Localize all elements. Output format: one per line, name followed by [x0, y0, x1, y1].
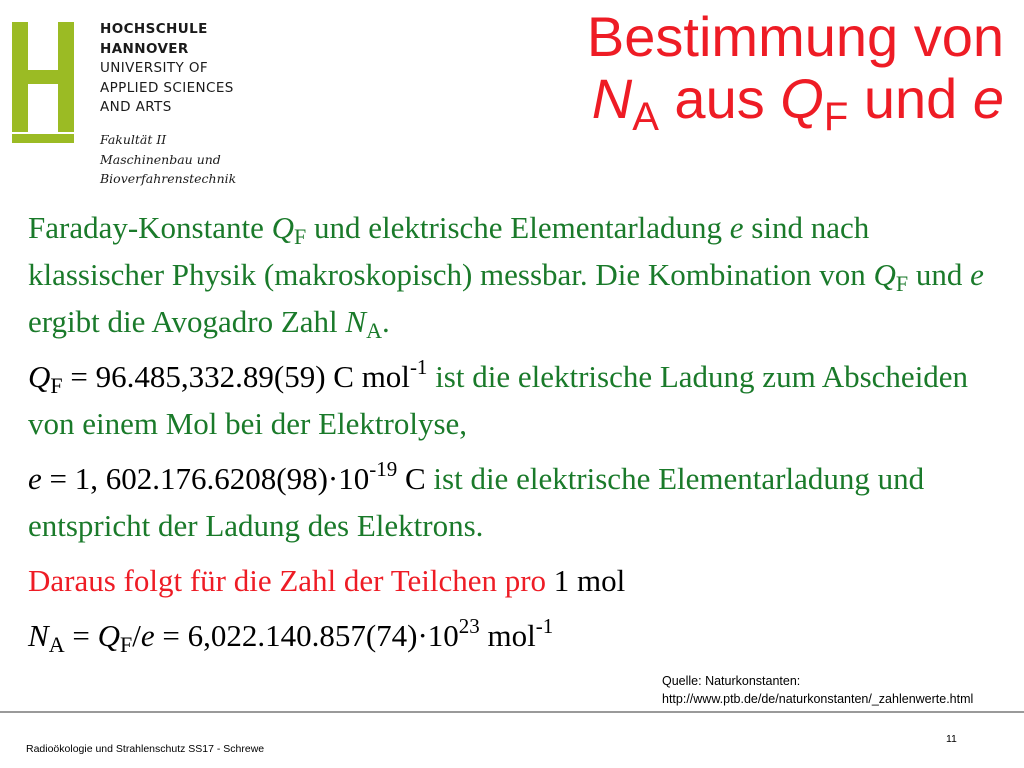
- footer-course-title: Radioökologie und Strahlenschutz SS17 - Schrewe: [26, 743, 265, 755]
- subscript-f: F: [895, 271, 909, 296]
- symbol-e: e: [140, 618, 155, 653]
- symbol-q: Q: [271, 210, 295, 245]
- intro-text: sind nach klassischer Physik (makroskopisch) messbar. Die Kombination von: [28, 210, 874, 292]
- title-symbol-q: Q: [780, 67, 824, 130]
- institution-line: AND ARTS: [100, 99, 172, 115]
- faculty-line: Maschinenbau und: [100, 151, 221, 167]
- slide-title: [504, 5, 1004, 139]
- logo-bar-middle: [12, 70, 74, 84]
- symbol-q: Q: [97, 618, 120, 653]
- conclusion-text: Daraus folgt für die Zahl der Teilchen pro: [28, 563, 554, 598]
- faraday-description: ist die elektrische Ladung zum Abscheiden von einem Mol bei der Elektrolyse,: [28, 359, 969, 441]
- page-number: 11: [946, 733, 957, 745]
- paragraph-conclusion: [28, 557, 998, 604]
- exponent: -1: [409, 355, 428, 379]
- institution-line: HANNOVER: [100, 40, 189, 57]
- avogadro-unit: mol: [479, 618, 536, 653]
- equals-sign: =: [64, 618, 98, 653]
- logo-bar-base: [12, 134, 74, 143]
- institution-line: HOCHSCHULE: [100, 21, 208, 37]
- symbol-n: N: [28, 618, 49, 653]
- source-citation: [662, 672, 973, 708]
- symbol-e: e: [970, 257, 984, 292]
- title-subscript-f: F: [823, 95, 849, 139]
- title-line-1: Bestimmung von: [586, 5, 1004, 68]
- exponent: 23: [458, 614, 480, 638]
- symbol-q: Q: [873, 257, 896, 292]
- intro-text: .: [381, 304, 390, 339]
- faraday-formula: [28, 355, 428, 398]
- intro-text: und: [908, 257, 971, 292]
- subscript-f: F: [119, 632, 133, 657]
- footer-divider: [0, 711, 1024, 713]
- subscript-a: A: [366, 318, 382, 343]
- title-line-2: [504, 67, 1004, 139]
- charge-value: = 1, 602.176.6208(98)·10: [41, 461, 370, 496]
- paragraph-elementary-charge: [28, 455, 998, 549]
- conclusion-unit: 1 mol: [553, 563, 626, 598]
- institution-name: [100, 20, 234, 118]
- exponent: -19: [369, 457, 398, 481]
- title-subscript-a: A: [632, 95, 659, 139]
- charge-formula: [28, 457, 426, 496]
- faraday-value: = 96.485,332.89(59) C mol: [62, 359, 410, 394]
- source-url[interactable]: http://www.ptb.de/de/naturkonstanten/_zahlenwerte.html: [662, 692, 974, 706]
- unit-exponent: -1: [535, 614, 554, 638]
- title-text-und: und: [848, 67, 973, 130]
- division-slash: /: [132, 618, 141, 653]
- faculty-line: Bioverfahrenstechnik: [100, 171, 237, 186]
- faculty-line: Fakultät II: [100, 132, 167, 147]
- faculty-name: [100, 130, 236, 189]
- subscript-f: F: [50, 373, 63, 398]
- title-symbol-e: e: [972, 67, 1004, 130]
- symbol-q: Q: [28, 359, 51, 394]
- title-symbol-n: N: [591, 67, 633, 130]
- paragraph-avogadro-result: [28, 612, 998, 659]
- institution-line: APPLIED SCIENCES: [100, 79, 234, 96]
- intro-text: ergibt die Avogadro Zahl: [28, 304, 346, 339]
- paragraph-intro: [28, 204, 998, 345]
- symbol-e: e: [729, 210, 744, 245]
- symbol-n: N: [345, 304, 367, 339]
- university-logo: [12, 18, 74, 143]
- subscript-a: A: [48, 632, 65, 657]
- slide-body: [28, 204, 998, 659]
- subscript-f: F: [294, 224, 307, 249]
- paragraph-faraday-constant: [28, 353, 998, 447]
- institution-line: UNIVERSITY OF: [100, 60, 209, 76]
- intro-text: Faraday-Konstante: [28, 210, 272, 245]
- symbol-e: e: [28, 461, 42, 496]
- charge-description: ist die elektrische Elementarladung und entspricht der Ladung des Elektrons.: [28, 461, 925, 543]
- source-label: Quelle: Naturkonstanten:: [662, 674, 801, 688]
- title-text-aus: aus: [658, 67, 781, 130]
- avogadro-value: = 6,022.140.857(74)·10: [154, 618, 459, 653]
- intro-text: und elektrische Elementarladung: [306, 210, 730, 245]
- charge-unit: C: [397, 461, 426, 496]
